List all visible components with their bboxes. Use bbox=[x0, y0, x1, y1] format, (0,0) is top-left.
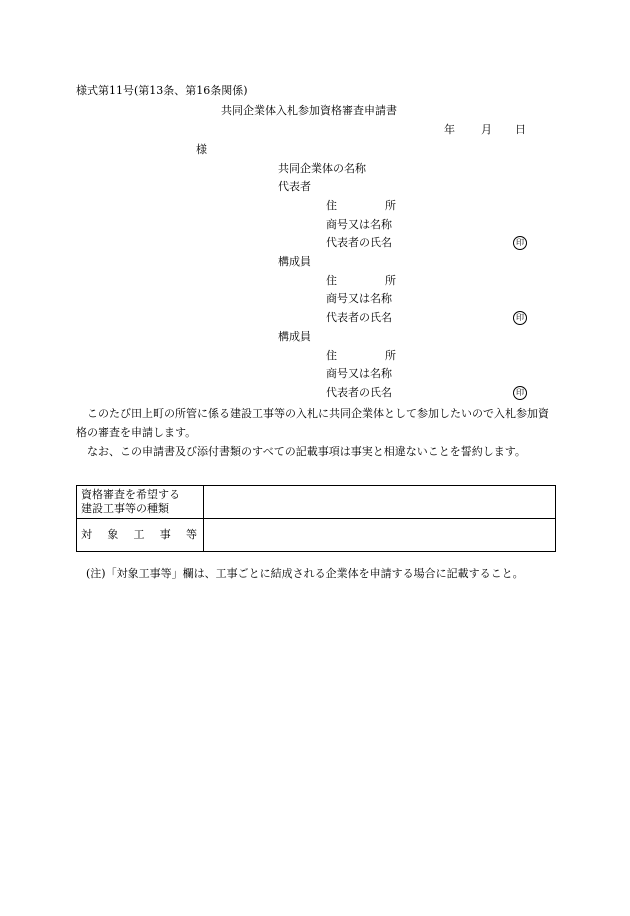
date-day-label: 日 bbox=[515, 123, 526, 136]
representative-heading: 代表者 bbox=[278, 180, 311, 193]
seal-mark: 印 bbox=[513, 236, 527, 250]
target-work-field[interactable] bbox=[204, 519, 556, 552]
address-label: 住 所 bbox=[326, 274, 396, 287]
form-number: 様式第11号(第13条、第16条関係) bbox=[76, 84, 248, 97]
member-heading: 構成員 bbox=[278, 255, 311, 268]
seal-mark: 印 bbox=[513, 386, 527, 400]
document-title: 共同企業体入札参加資格審査申請書 bbox=[221, 104, 397, 117]
company-name-label: 商号又は名称 bbox=[326, 367, 392, 380]
representative-name-label: 代表者の氏名 bbox=[326, 386, 392, 399]
pledge-statement: なお、この申請書及び添付書類のすべての記載事項は事実と相違ないことを誓約します。 bbox=[87, 445, 526, 458]
company-name-label: 商号又は名称 bbox=[326, 218, 392, 231]
representative-name-label: 代表者の氏名 bbox=[326, 236, 392, 249]
addressee-suffix: 様 bbox=[196, 143, 207, 156]
member-heading: 構成員 bbox=[278, 330, 311, 343]
date-month-label: 月 bbox=[481, 123, 492, 136]
address-label: 住 所 bbox=[326, 349, 396, 362]
seal-mark: 印 bbox=[513, 311, 527, 325]
application-table bbox=[76, 485, 556, 552]
jv-name-label: 共同企業体の名称 bbox=[278, 162, 366, 175]
date-year-label: 年 bbox=[444, 123, 455, 136]
company-name-label: 商号又は名称 bbox=[326, 292, 392, 305]
footnote: (注)「対象工事等」欄は、工事ごとに結成される企業体を申請する場合に記載すること。 bbox=[86, 567, 524, 580]
work-type-label: 資格審査を希望する 建設工事等の種類 bbox=[77, 486, 204, 519]
target-work-label: 対 象 工 事 等 bbox=[77, 519, 204, 552]
application-statement: このたび田上町の所管に係る建設工事等の入札に共同企業体として参加したいので入札参加資格の審査を申請します。 bbox=[76, 407, 549, 439]
work-type-field[interactable] bbox=[204, 486, 556, 519]
representative-name-label: 代表者の氏名 bbox=[326, 311, 392, 324]
address-label: 住 所 bbox=[326, 199, 396, 212]
